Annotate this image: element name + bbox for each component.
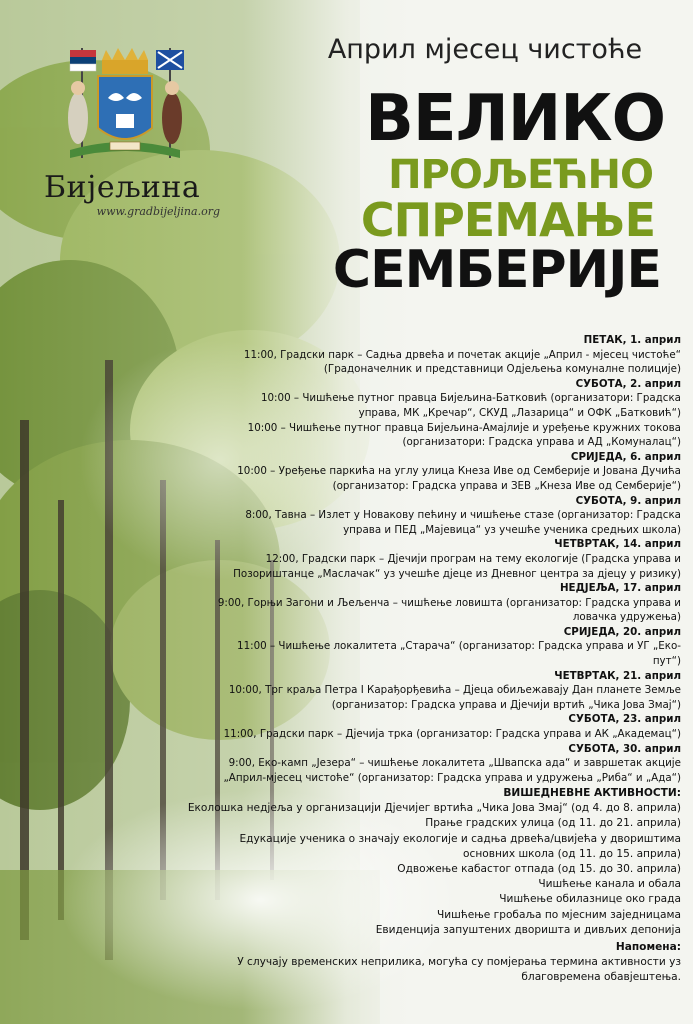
title-line-1: ВЕЛИКО: [365, 82, 665, 156]
title-line-4: СЕМБЕРИЈЕ: [332, 240, 661, 300]
schedule-item: 9:00, Горњи Загони и Љељенча – чишћење ловишта (организатор: Градска управа и: [217, 596, 681, 609]
schedule-item: 9:00, Еко-камп „Језера“ – чишћење локалитета „Швапска ада“ и завршетак акције: [228, 757, 681, 770]
multi-day-item: основних школа (од 11. до 15. априла): [463, 847, 681, 860]
schedule-item: (организатори: Градска управа и АД „Комуналац“): [402, 436, 681, 449]
multi-day-item: Едукације ученика о значају екологије и садња дрвећа/цвијећа у двориштима: [239, 832, 681, 845]
schedule-item: 10:00 – Чишћење путног правца Бијељина-Амајлије и уређење кружних токова: [247, 421, 681, 434]
schedule: [211, 333, 681, 785]
schedule-day: СУБОТА, 23. април: [568, 713, 681, 726]
schedule-item: Позориштанце „Маслачак“ уз учешће дјеце из Дневног центра за дјецу у ризику): [233, 567, 681, 580]
schedule-day: СРИЈЕДА, 20. април: [563, 625, 681, 638]
schedule-item: 12:00, Градски парк – Дјечији програм на тему екологије (Градска управа и: [265, 552, 681, 565]
schedule-item: (организатор: Градска управа и ЗЕВ „Кнеза Иве од Семберије“): [332, 479, 681, 492]
city-name: Бијељина: [44, 170, 201, 205]
schedule-day: НЕДЈЕЉА, 17. април: [559, 582, 681, 595]
schedule-day: СУБОТА, 2. април: [575, 377, 681, 390]
schedule-day: ПЕТАК, 1. април: [583, 334, 681, 346]
schedule-day: СРИЈЕДА, 6. април: [570, 450, 681, 463]
note-line: благовремена обавјештења.: [521, 971, 681, 984]
schedule-item: „Април-мјесец чистоће“ (организатор: Градска управа и удружења „Риба“ и „Ада“): [223, 771, 681, 784]
schedule-item: 11:00, Градски парк – Садња дрвећа и почетак акције „Април - мјесец чистоће“: [243, 348, 681, 361]
schedule-day: СУБОТА, 30. април: [568, 742, 681, 755]
multi-day-item: Евиденција запуштених дворишта и дивљих депонија: [375, 923, 681, 936]
schedule-item: ловачка удружења): [572, 611, 681, 624]
schedule-item: 10:00 – Чишћење путног правца Бијељина-Батковић (организатори: Градска: [260, 392, 681, 405]
note: [181, 940, 681, 986]
schedule-day: СУБОТА, 9. април: [575, 494, 681, 507]
schedule-item: 11:00 – Чишћење локалитета „Старача“ (организатор: Градска управа и УГ „Еко-пут“): [237, 640, 681, 668]
note-line: У случају временских неприлика, могућа су помјерања термина активности уз: [237, 956, 681, 969]
schedule-day: ЧЕТВРТАК, 14. април: [554, 538, 681, 551]
title-line-3: СПРЕМАЊЕ: [360, 193, 655, 247]
multi-day-item: Чишћење канала и обала: [538, 878, 681, 891]
title-line-2: ПРОЉЕЋНО: [388, 152, 653, 198]
schedule-day: ЧЕТВРТАК, 21. април: [554, 669, 681, 682]
multi-day-item: Одвожење кабастог отпада (од 15. до 30. априла): [397, 863, 681, 876]
city-url: www.gradbijeljina.org: [96, 205, 220, 218]
schedule-item: управа и ПЕД „Мајевица“ уз учешће ученика средњих школа): [343, 523, 681, 536]
schedule-item: (Градоначелник и представници Одјељења комуналне полиције): [323, 363, 681, 376]
schedule-item: 8:00, Тавна – Излет у Новакову пећину и чишћење стазе (организатор: Градска: [245, 509, 681, 522]
schedule-item: 11:00, Градски парк – Дјечија трка (организатор: Градска управа и АК „Академац“): [223, 728, 681, 741]
multi-day-item: Прање градских улица (од 11. до 21. априла): [425, 817, 681, 830]
schedule-item: 10:00 – Уређење паркића на углу улица Кнеза Иве од Семберије и Јована Дучића: [237, 465, 681, 478]
schedule-item: 10:00, Трг краља Петра I Карађорђевића – Дјеца обиљежавају Дан планете Земље: [228, 684, 681, 697]
multi-day-item: Чишћење обилазнице око града: [499, 893, 681, 906]
multi-day-item: Еколошка недјеља у организацији Дјечијег вртића „Чика Јова Змај“ (од 4. до 8. априла): [187, 802, 681, 815]
schedule-item: (организатор: Градска управа и Дјечији вртић „Чика Јова Змај“): [331, 698, 681, 711]
multi-day-item: Чишћење гробаља по мјесним заједницама: [436, 908, 681, 921]
schedule-item: управа, МК „Кречар“, СКУД „Лазарица“ и ОФК „Батковић“): [358, 406, 681, 419]
multi-day-heading: ВИШЕДНЕВНЕ АКТИВНОСТИ:: [503, 787, 681, 799]
multi-day-activities: [161, 786, 681, 938]
note-heading: Напомена:: [615, 941, 681, 953]
subtitle: Април мјесец чистоће: [327, 34, 643, 65]
